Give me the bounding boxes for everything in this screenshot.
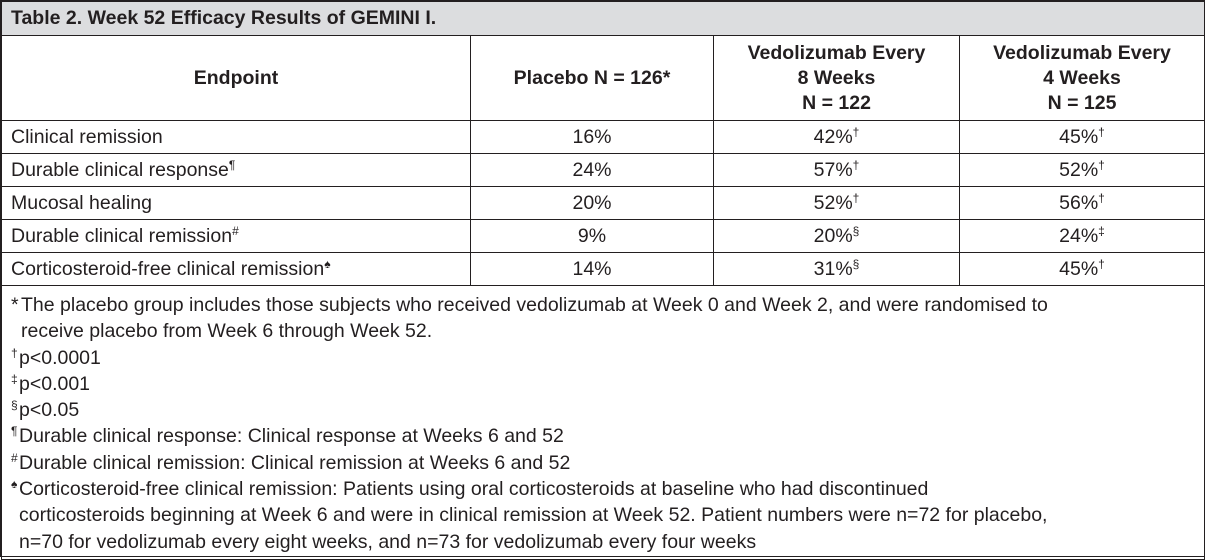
placebo-cell: 24% [471,154,714,187]
footnote-line: p<0.001 [19,372,91,395]
value: 57% [813,158,853,181]
header-line: Placebo N = 126* [513,66,671,89]
footnote-mark: # [232,223,239,238]
footnote-line: Durable clinical remission: Clinical remission at Weeks 6 and 52 [19,451,571,474]
endpoint-label: Durable clinical remission [11,224,233,247]
header-row [2,36,1205,121]
table-row [2,187,1205,220]
value: 20% [813,224,853,247]
footnote-mark: § [11,398,18,413]
footnote-line: The placebo group includes those subjects who received vedolizumab at Week 0 and Week 2, and were randomised to [21,294,1048,316]
value: 45% [1059,257,1099,280]
footnote [11,450,1204,476]
value: 52% [813,191,853,214]
endpoint-cell [2,220,471,253]
footnotes-cell [2,286,1205,560]
endpoint-label: Mucosal healing [11,191,152,214]
value: 52% [1059,158,1099,181]
footnote-line: p<0.0001 [19,346,101,369]
q8w-cell [714,154,960,187]
footnote-line: p<0.05 [19,399,80,422]
header-line: N = 125 [1047,91,1117,114]
table-row [2,121,1205,154]
footnote [11,423,1204,449]
footnote-mark: # [11,450,18,465]
footnote [11,292,1204,345]
footnote-mark: ¶ [11,424,18,439]
endpoint-cell [2,253,471,286]
value: 45% [1059,125,1099,148]
efficacy-table [1,1,1205,560]
header-placebo [471,36,714,121]
placebo-cell: 20% [471,187,714,220]
endpoint-label: Clinical remission [11,125,163,148]
footnote-mark: § [852,256,860,271]
footnote-mark: ‡ [11,371,18,386]
table-caption: Table 2. Week 52 Efficacy Results of GEMINI I. [2,2,1205,36]
header-q4w [960,36,1205,121]
q8w-cell [714,121,960,154]
q4w-cell [960,121,1205,154]
footnote-mark: ♠ [324,256,331,271]
q4w-cell [960,187,1205,220]
footnote [11,345,1204,371]
header-q8w [714,36,960,121]
footnote-mark: † [852,157,860,172]
footnotes-row [2,286,1205,560]
value: 56% [1059,191,1099,214]
footnote-mark: ¶ [228,157,236,172]
value: 24% [1059,224,1099,247]
endpoint-cell [2,154,471,187]
header-line: 4 Weeks [1043,66,1121,89]
footnote-mark: ♠ [11,477,18,492]
footnote-mark: † [1098,157,1105,172]
footnote-mark: § [852,223,860,238]
header-line: Vedolizumab Every [747,41,926,64]
footnote-mark: † [1098,190,1105,205]
endpoint-cell [2,187,471,220]
footnote-line: n=70 for vedolizumab every eight weeks, and n=73 for vedolizumab every four weeks [19,530,757,553]
footnote-mark: † [1098,124,1105,139]
table-row [2,220,1205,253]
header-endpoint [2,36,471,121]
endpoint-label: Corticosteroid-free clinical remission [11,257,325,280]
footnote-mark: * [11,294,19,316]
header-line: Endpoint [193,66,279,89]
header-line: N = 122 [802,91,871,114]
header-line: Vedolizumab Every [993,41,1171,64]
q4w-cell [960,220,1205,253]
endpoint-label: Durable clinical response [11,158,229,181]
placebo-cell: 9% [471,220,714,253]
placebo-cell: 16% [471,121,714,154]
placebo-cell: 14% [471,253,714,286]
value: 42% [813,125,853,148]
footnote [11,371,1204,397]
q8w-cell [714,220,960,253]
footnote-line: corticosteroids beginning at Week 6 and were in clinical remission at Week 52. Patient numbers were n=72 for placebo, [19,504,1048,527]
q4w-cell [960,154,1205,187]
value: 31% [813,257,853,280]
footnote-mark: † [852,190,860,205]
footnote-mark: ‡ [1098,223,1105,238]
q8w-cell [714,187,960,220]
footnote-mark: † [852,124,860,139]
header-line: 8 Weeks [797,66,876,89]
footnote-line: Durable clinical response: Clinical response at Weeks 6 and 52 [19,425,564,448]
footnote-mark: † [11,345,18,360]
q8w-cell [714,253,960,286]
footnote [11,397,1204,423]
footnote-line: Corticosteroid-free clinical remission: Patients using oral corticosteroids at baseline who had discontinued [19,478,929,501]
footnote [11,476,1204,555]
footnote-line: receive placebo from Week 6 through Week 52. [21,320,433,343]
table-row [2,154,1205,187]
q4w-cell [960,253,1205,286]
footnote-mark: † [1098,256,1105,271]
table-row [2,253,1205,286]
endpoint-cell [2,121,471,154]
